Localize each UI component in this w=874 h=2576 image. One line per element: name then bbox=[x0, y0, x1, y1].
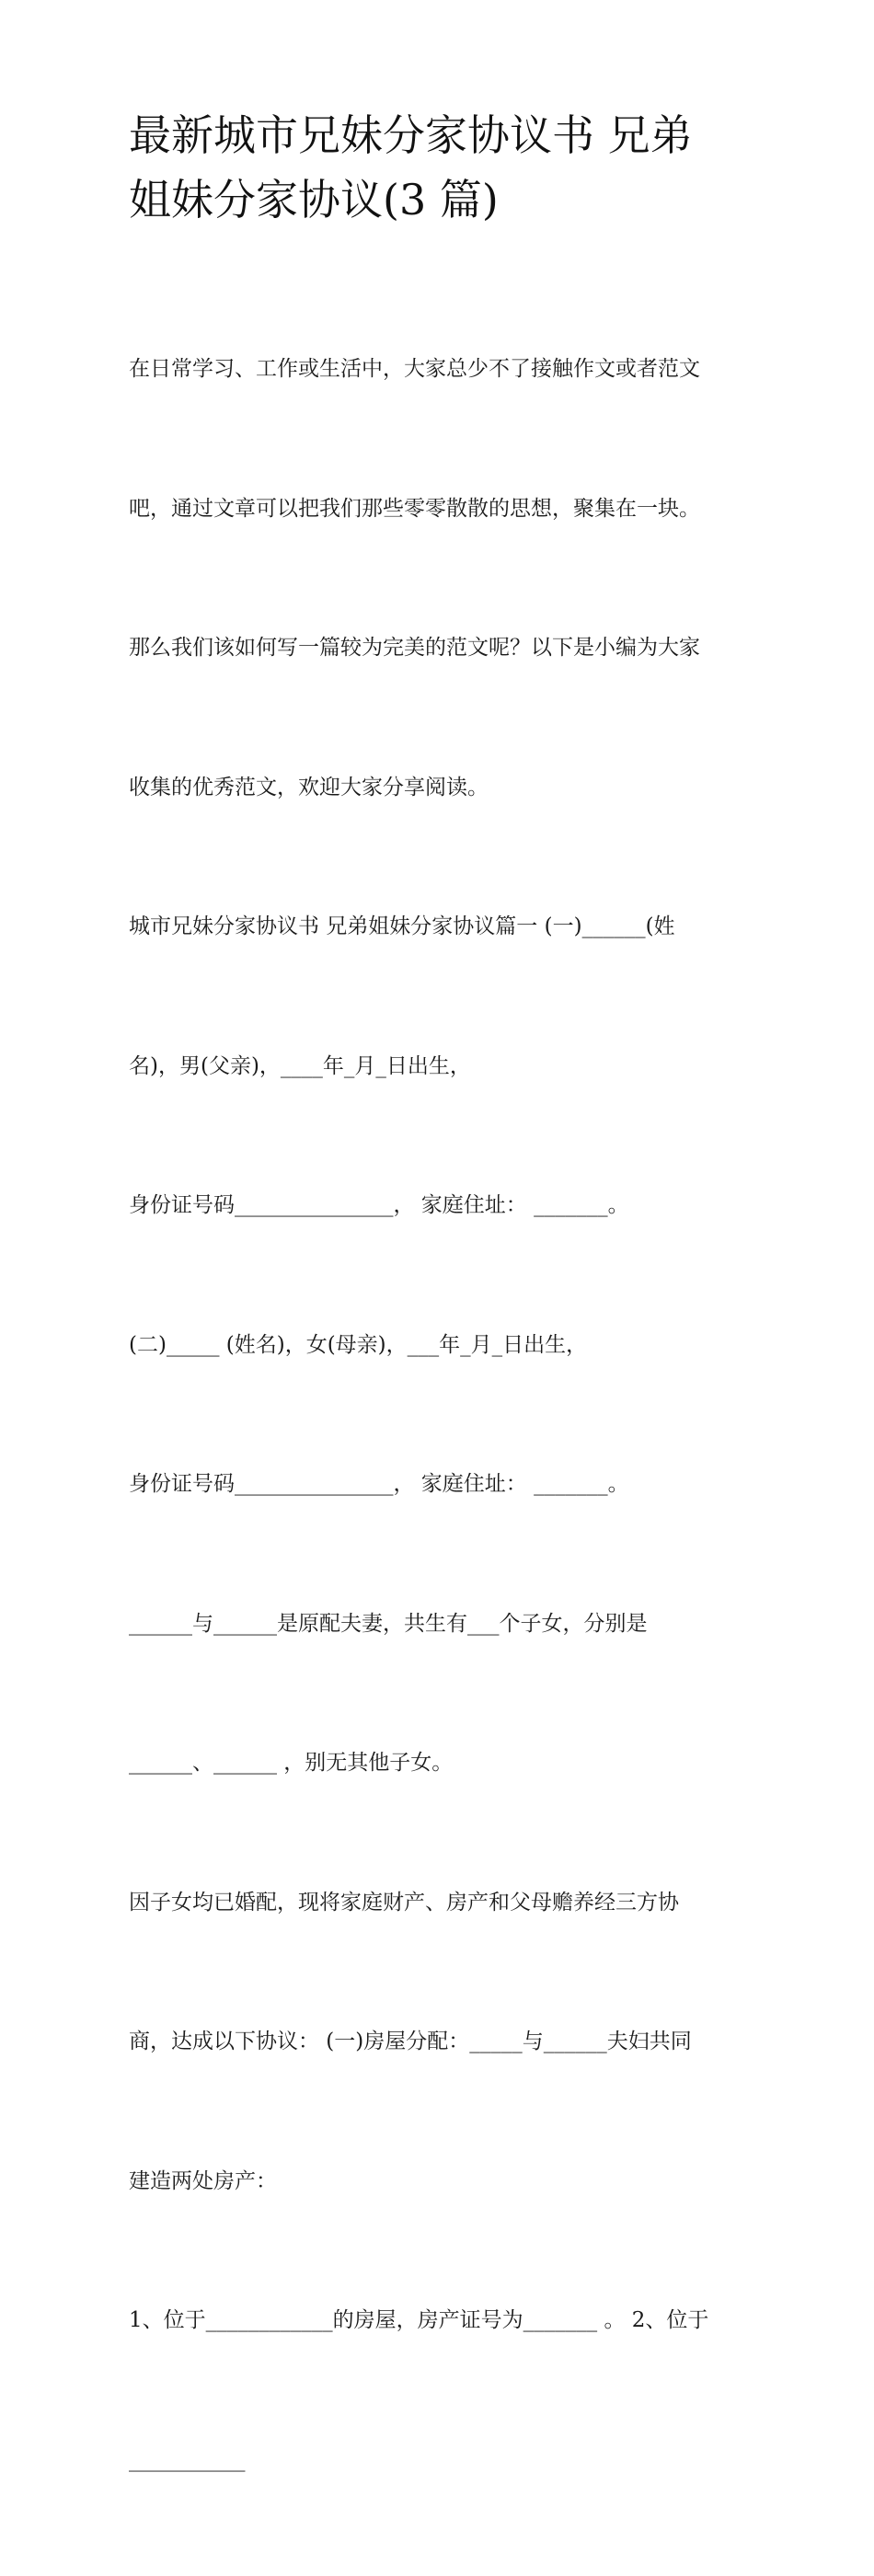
body-line: 身份证号码_______________， 家庭住址： _______。 bbox=[129, 1193, 629, 1217]
body-line: 身份证号码_______________， 家庭住址： _______。 bbox=[129, 1472, 629, 1496]
body-line: 那么我们该如何写一篇较为完美的范文呢？以下是小编为大家 bbox=[129, 636, 700, 660]
body-line: ___________ bbox=[129, 2447, 246, 2472]
body-line: 建造两处房产： bbox=[129, 2168, 277, 2193]
body-line: 因子女均已婚配，现将家庭财产、房产和父母赡养经三方协 bbox=[129, 1890, 679, 1915]
title-line-2: 姐妹分家协议(3 篇) bbox=[129, 175, 499, 224]
body-line: 吧，通过文章可以把我们那些零零散散的思想，聚集在一块。 bbox=[129, 496, 700, 521]
body-line: 在日常学习、工作或生活中，大家总少不了接触作文或者范文 bbox=[129, 357, 700, 381]
body-line: ______与______是原配夫妻，共生有___个子女，分别是 bbox=[129, 1611, 648, 1636]
body-line: 1、位于____________的房屋，房产证号为_______ 。 2、位于 bbox=[129, 2308, 709, 2332]
body-line: 商，达成以下协议： (一)房屋分配：_____与______夫妇共同 bbox=[129, 2030, 692, 2053]
document-title bbox=[129, 103, 754, 232]
title-line-1: 最新城市兄妹分家协议书 兄弟 bbox=[129, 110, 693, 160]
body-line: ______、______ ，别无其他子女。 bbox=[129, 1751, 454, 1775]
body-line: 城市兄妹分家协议书 兄弟姐妹分家协议篇一 (一)______(姓 bbox=[129, 914, 675, 938]
body-line: 收集的优秀范文，欢迎大家分享阅读。 bbox=[129, 775, 489, 799]
body-line: (二)_____ (姓名)，女(母亲)，___年_月_日出生， bbox=[129, 1332, 588, 1357]
body-line: 名)，男(父亲)，____年_月_日出生， bbox=[129, 1053, 471, 1078]
document-body bbox=[129, 253, 764, 2576]
